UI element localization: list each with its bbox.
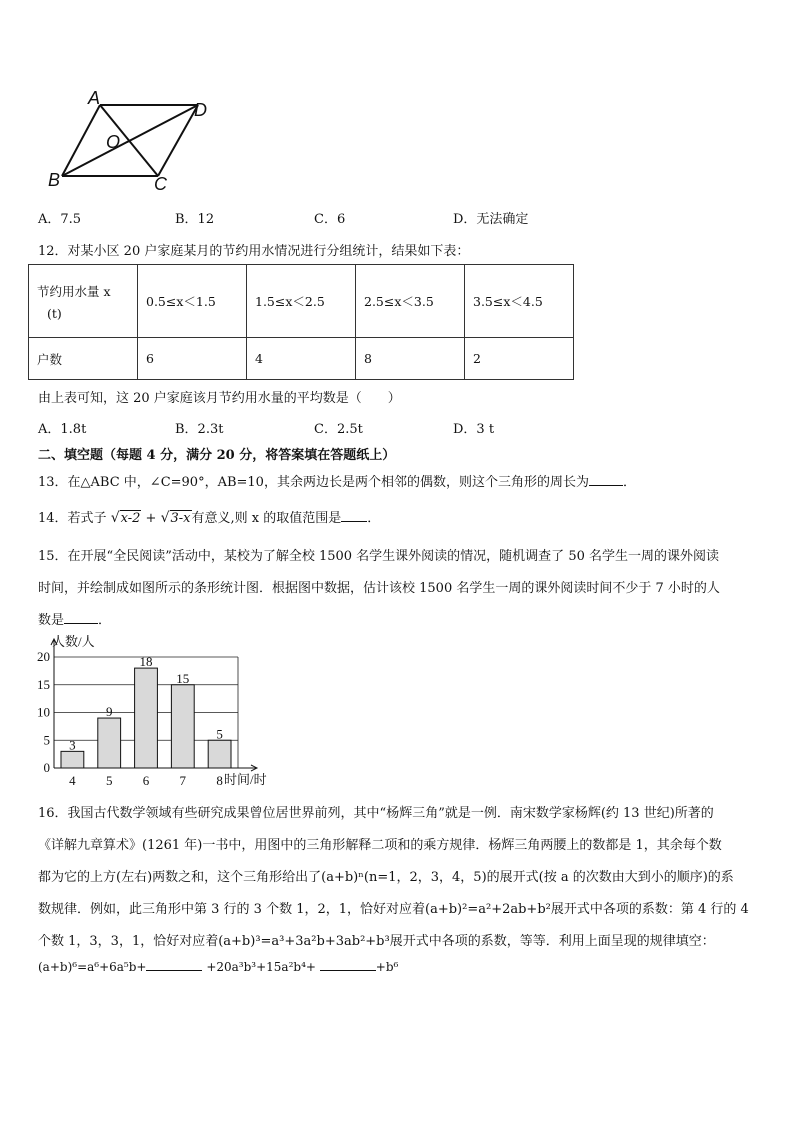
count-cell: 2: [465, 338, 574, 380]
range-cell: 3.5≤x＜4.5: [465, 265, 574, 338]
count-cell: 4: [247, 338, 356, 380]
q16-line3: 都为它的上方(左右)两数之和，这个三角形给出了(a+b)ⁿ(n=1，2，3，4，5)的展开式(按 a 的次数由大到小的顺序)的系: [38, 870, 734, 885]
bar: [61, 751, 84, 768]
y-tick-label: 20: [37, 649, 50, 664]
range-cell: 1.5≤x＜2.5: [247, 265, 356, 338]
bar-value-label: 18: [139, 654, 153, 670]
y-tick-label: 10: [37, 704, 50, 720]
q15-line2: 时间，并绘制成如图所示的条形统计图．根据图中数据，估计该校 1500 名学生一周的课外阅读时间不少于 7 小时的人: [38, 581, 720, 596]
q16-formula: [38, 960, 398, 974]
y-tick-label: 0: [43, 760, 50, 775]
water-usage-table: [28, 264, 574, 380]
sqrt-symbol-1: √: [110, 510, 120, 526]
q16-answer-blank-1[interactable]: [146, 970, 202, 971]
q14-end: ．: [367, 511, 381, 526]
q16-line1: 16．我国古代数学领域有些研究成果曾位居世界前列，其中“杨辉三角”就是一例．南宋数学家杨辉(约 13 世纪)所著的: [38, 806, 714, 821]
label-b: B: [48, 170, 61, 190]
q14-answer-blank[interactable]: [341, 521, 367, 522]
q11-option-b[interactable]: B．12: [175, 212, 215, 227]
table-row: [29, 265, 574, 338]
q11-option-c[interactable]: C．6: [314, 212, 346, 227]
count-label-cell: 户数: [29, 338, 138, 380]
q14-text: [38, 507, 380, 526]
x-tick-label: 5: [105, 773, 113, 788]
count-cell: 6: [138, 338, 247, 380]
range-cell: 2.5≤x＜3.5: [356, 265, 465, 338]
section-heading: 二、填空题（每题 4 分，满分 20 分，将答案填在答题纸上）: [38, 448, 396, 463]
formula-part-c: +b⁶: [375, 960, 399, 974]
bar: [135, 668, 158, 768]
y-axis-label: 人数/人: [52, 634, 95, 649]
q14-suffix: 有意义,则 x 的取值范围是: [191, 511, 342, 526]
q14-plus: +: [145, 511, 157, 526]
q13-stem: 13．在△ABC 中，∠C=90°，AB=10，其余两边长是两个相邻的偶数，则这个三角形的周长为: [38, 475, 589, 490]
q11-option-d[interactable]: D．无法确定: [453, 212, 529, 227]
bar-value-label: 3: [69, 737, 76, 753]
radicand-2: 3-x: [170, 511, 191, 526]
parallelogram-figure: [40, 88, 230, 193]
radicand-1: x-2: [120, 511, 141, 526]
sqrt-symbol-2: √: [160, 510, 170, 526]
q16-answer-blank-2[interactable]: [320, 970, 376, 971]
bar-value-label: 5: [216, 726, 223, 742]
formula-part-b: +20a³b³+15a²b⁴+: [206, 960, 316, 974]
q15-line3: [38, 609, 111, 628]
reading-time-bar-chart: [30, 632, 280, 792]
q12-stem: 12．对某小区 20 户家庭某月的节约用水情况进行分组统计，结果如下表：: [38, 244, 470, 259]
bar-value-label: 15: [176, 670, 190, 686]
q15-line1: 15．在开展“全民阅读”活动中，某校为了解全校 1500 名学生课外阅读的情况，随机调查了 50 名学生一周的课外阅读: [38, 549, 719, 564]
q16-line2: 《详解九章算术》(1261 年)一书中，用图中的三角形解释二项和的乘方规律．杨辉三角两腰上的数都是 1，其余每个数: [38, 838, 722, 853]
bar: [98, 718, 121, 768]
table-row: [29, 338, 574, 380]
q12-option-a[interactable]: A．1.8t: [38, 422, 87, 437]
q12-option-b[interactable]: B．2.3t: [175, 422, 224, 437]
q16-line4: 数规律．例如，此三角形中第 3 行的 3 个数 1，2，1，恰好对应着(a+b)²=a²+2ab+b²展开式中各项的系数：第 4 行的 4: [38, 902, 749, 917]
bar: [171, 685, 194, 768]
count-cell: 8: [356, 338, 465, 380]
header-line1: 节约用水量 x: [37, 283, 111, 299]
bar: [208, 740, 231, 768]
x-tick-label: 6: [142, 773, 150, 788]
bar-value-label: 9: [105, 704, 113, 720]
x-axis-label: 时间/时: [224, 772, 267, 787]
q15-answer-blank[interactable]: [64, 623, 98, 624]
x-tick-label: 4: [69, 773, 76, 788]
y-tick-label: 5: [43, 732, 50, 748]
q12-option-c[interactable]: C．2.5t: [314, 422, 363, 437]
label-o: O: [106, 132, 121, 152]
q15-end: ．: [98, 613, 112, 628]
label-d: D: [194, 100, 207, 120]
label-c: C: [154, 174, 167, 193]
q14-prefix: 14．若式子: [38, 511, 107, 526]
x-tick-label: 8: [216, 773, 223, 788]
q12-question: 由上表可知，这 20 户家庭该月节约用水量的平均数是（ ）: [38, 391, 401, 406]
table-header-cell: [29, 265, 138, 338]
q15-stem-end: 数是: [38, 613, 65, 628]
y-tick-label: 15: [37, 676, 50, 692]
range-cell: 0.5≤x＜1.5: [138, 265, 247, 338]
x-tick-label: 7: [179, 773, 187, 788]
q12-option-d[interactable]: D．3 t: [453, 422, 495, 437]
q13-end: ．: [622, 475, 636, 490]
q11-option-a[interactable]: A．7.5: [38, 212, 82, 227]
label-a: A: [88, 88, 101, 108]
header-line2: (t): [47, 305, 62, 321]
q13-answer-blank[interactable]: [589, 485, 623, 486]
formula-part-a: (a+b)⁶=a⁶+6a⁵b+: [38, 960, 147, 974]
q13-text: [38, 471, 636, 490]
q16-line5: 个数 1，3，3，1，恰好对应着(a+b)³=a³+3a²b+3ab²+b³展开式中各项的系数，等等．利用上面呈现的规律填空：: [38, 934, 715, 949]
